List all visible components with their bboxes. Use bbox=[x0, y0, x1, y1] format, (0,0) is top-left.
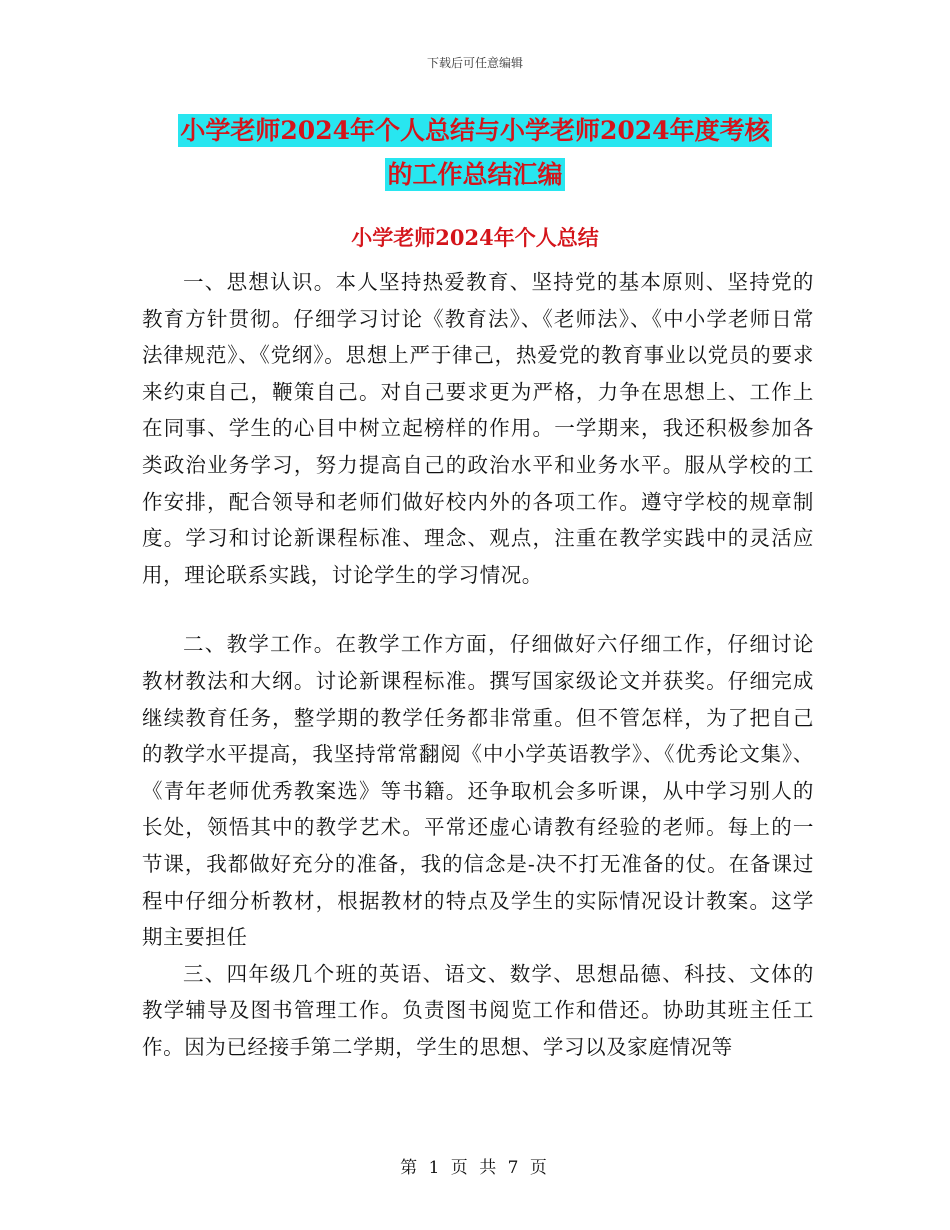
document-title-line-2 bbox=[0, 155, 950, 191]
paragraph-grade-work: 三、四年级几个班的英语、语文、数学、思想品德、科技、文体的教学辅导及图书管理工作。负责图书阅览工作和借还。协助其班主任工作。因为已经接手第二学期，学生的思想、学习以及家庭情况等 bbox=[142, 961, 814, 1059]
paragraph-thought: 一、思想认识。本人坚持热爱教育、坚持党的基本原则、坚持党的教育方针贯彻。仔细学习讨论《教育法》、《老师法》、《中小学老师日常法律规范》、《党纲》。思想上严于律己，热爱党的教育事业以党员的要求来约束自己，鞭策自己。对自己要求更为严格，力争在思想上、工作上在同事、学生的心目中树立起榜样的作用。一学期来，我还积极参加各类政治业务学习，努力提高自己的政治水平和业务水平。服从学校的工作安排，配合领导和老师们做好校内外的各项工作。遵守学校的规章制度。学习和讨论新课程标准、理念、观点，注重在教学实践中的灵活应用，理论联系实践，讨论学生的学习情况。 bbox=[142, 270, 814, 587]
paragraph-teaching: 二、教学工作。在教学工作方面，仔细做好六仔细工作，仔细讨论教材教法和大纲。讨论新课程标准。撰写国家级论文并获奖。仔细完成继续教育任务，整学期的教学任务都非常重。但不管怎样，为了把自己的教学水平提高，我坚持常常翻阅《中小学英语教学》、《优秀论文集》、《青年老师优秀教案选》等书籍。还争取机会多听课，从中学习别人的长处，领悟其中的教学艺术。平常还虚心请教有经验的老师。每上的一节课，我都做好充分的准备，我的信念是-决不打无准备的仗。在备课过程中仔细分析教材，根据教材的特点及学生的实际情况设计教案。这学期主要担任 bbox=[142, 632, 814, 950]
header-note: 下载后可任意编辑 bbox=[426, 56, 523, 70]
title-highlight: 的工作总结汇编 bbox=[387, 160, 563, 189]
title-highlight: 小学老师2024年个人总结与小学老师2024年度考核 bbox=[180, 116, 770, 145]
document-body bbox=[142, 264, 814, 1065]
page-footer: 第 1 页 共 7 页 bbox=[400, 1158, 550, 1178]
document-title-line-1 bbox=[0, 111, 950, 147]
section-heading: 小学老师2024年个人总结 bbox=[351, 225, 599, 250]
